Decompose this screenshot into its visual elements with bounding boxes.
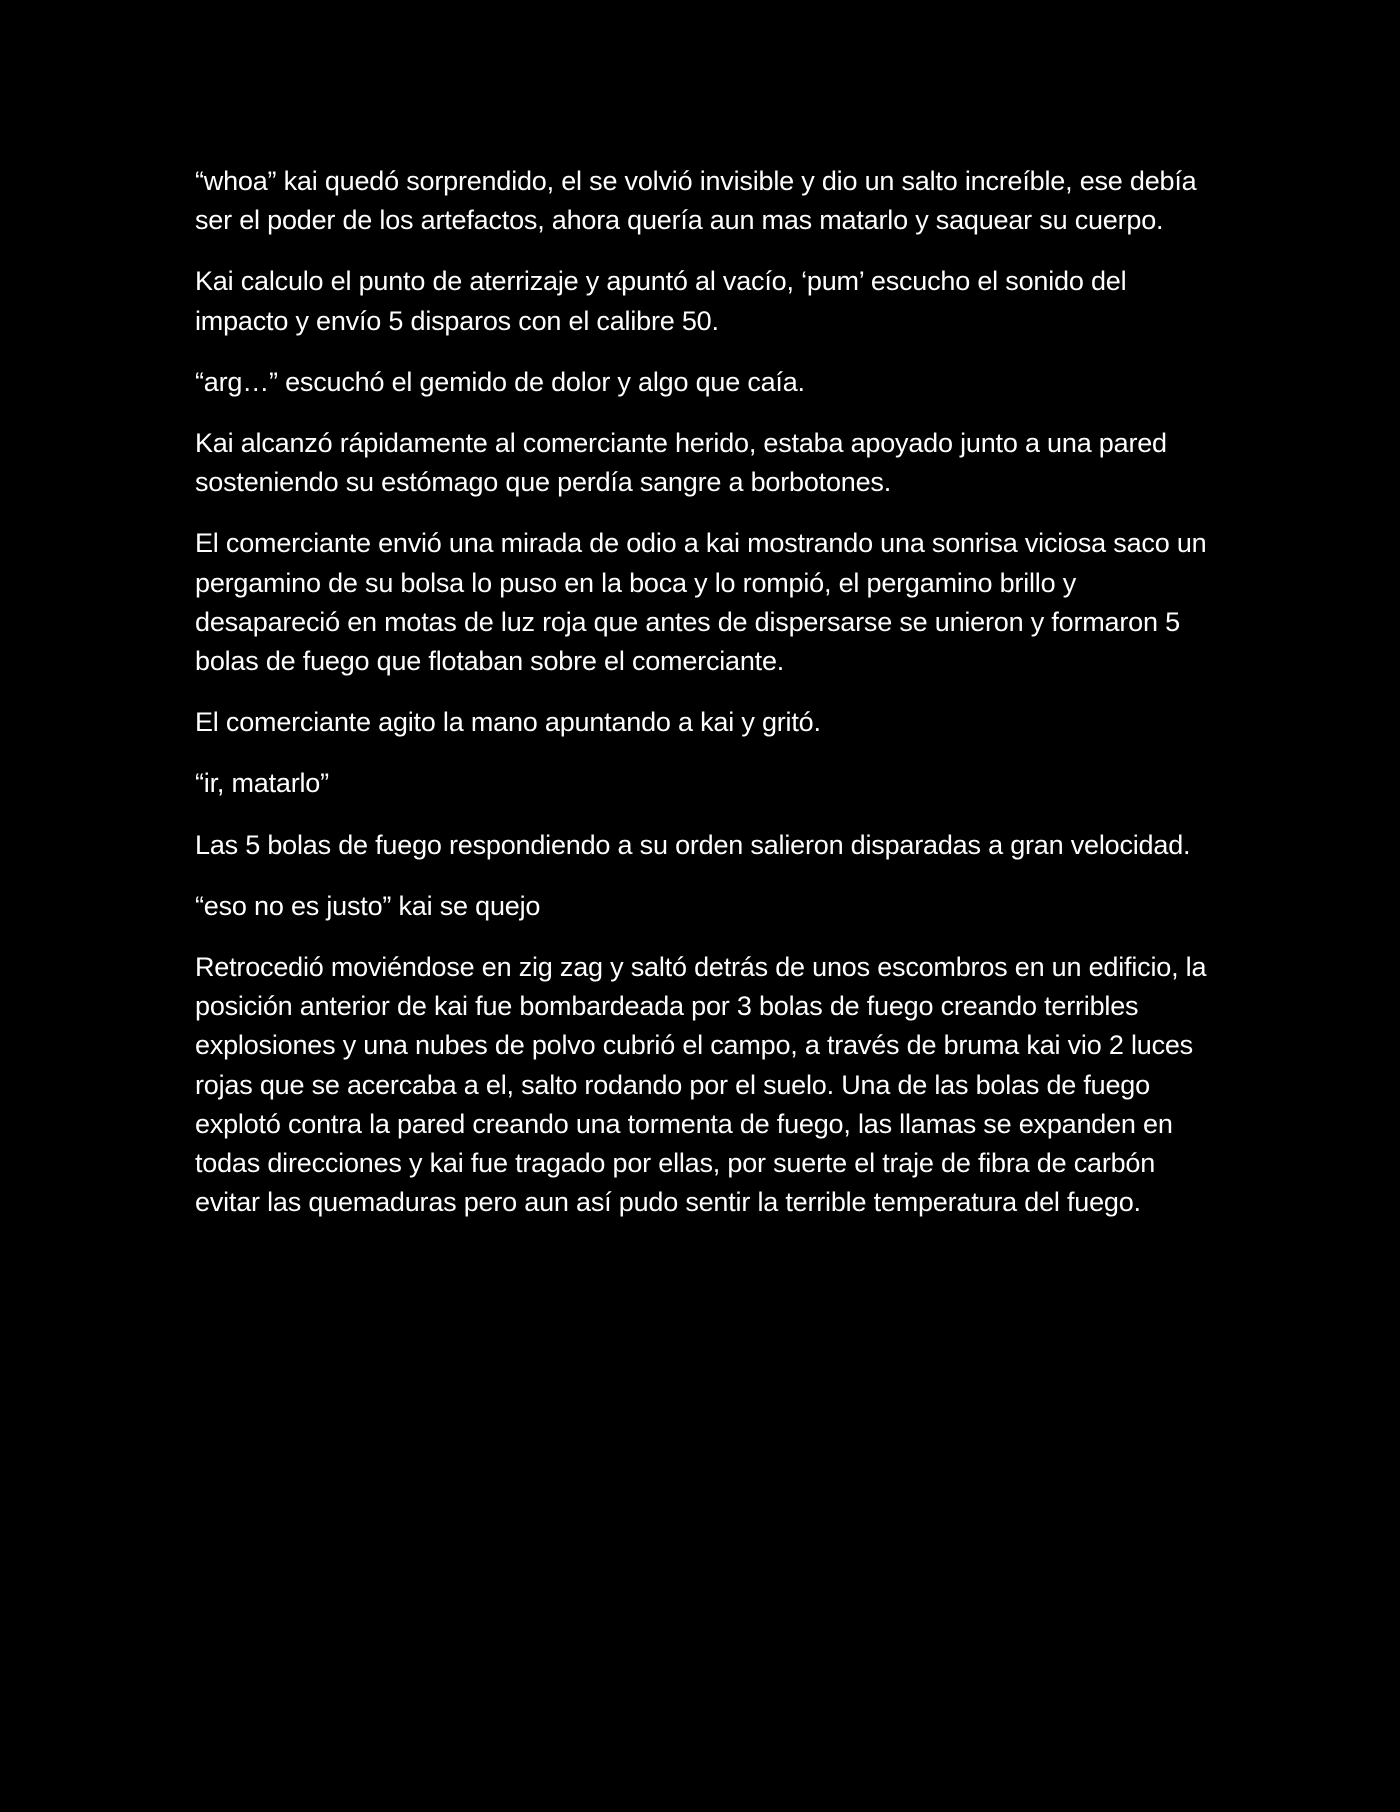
paragraph: El comerciante agito la mano apuntando a kai y gritó. bbox=[195, 707, 821, 738]
paragraph: El comerciante envió una mirada de odio a kai mostrando una sonrisa viciosa saco un pergamino de su bolsa lo puso en la boca y lo rompió, el pergamino brillo y desapareció en motas de luz roja que antes de dispersarse se unieron y formaron 5 bolas de fuego que flotaban sobre el comerciante. bbox=[195, 528, 1207, 677]
paragraph: “eso no es justo” kai se quejo bbox=[195, 890, 541, 921]
paragraph: “ir, matarlo” bbox=[195, 768, 329, 799]
paragraph: Retrocedió moviéndose en zig zag y saltó detrás de unos escombros en un edificio, la posición anterior de kai fue bombardeada por 3 bolas de fuego creando terribles explosiones y una nubes de polvo cubrió el campo, a través de bruma kai vio 2 luces rojas que se acercaba a el, salto rodando por el suelo. Una de las bolas de fuego explotó contra la pared creando una tormenta de fuego, las llamas se expanden en todas direcciones y kai fue tragado por ellas, por suerte el traje de fibra de carbón evitar las quemaduras pero aun así pudo sentir la terrible temperatura del fuego. bbox=[195, 952, 1207, 1218]
body-text bbox=[195, 162, 1215, 1244]
paragraph: “arg…” escuchó el gemido de dolor y algo que caía. bbox=[195, 366, 805, 397]
paragraph: Kai alcanzó rápidamente al comerciante herido, estaba apoyado junto a una pared sosteniendo su estómago que perdía sangre a borbotones. bbox=[195, 428, 1167, 498]
paragraph: Kai calculo el punto de aterrizaje y apuntó al vacío, ‘pum’ escucho el sonido del impacto y envío 5 disparos con el calibre 50. bbox=[195, 266, 1127, 336]
paragraph: “whoa” kai quedó sorprendido, el se volvió invisible y dio un salto increíble, ese debía ser el poder de los artefactos, ahora quería aun mas matarlo y saquear su cuerpo. bbox=[195, 166, 1197, 236]
paragraph: Las 5 bolas de fuego respondiendo a su orden salieron disparadas a gran velocidad. bbox=[195, 829, 1191, 860]
